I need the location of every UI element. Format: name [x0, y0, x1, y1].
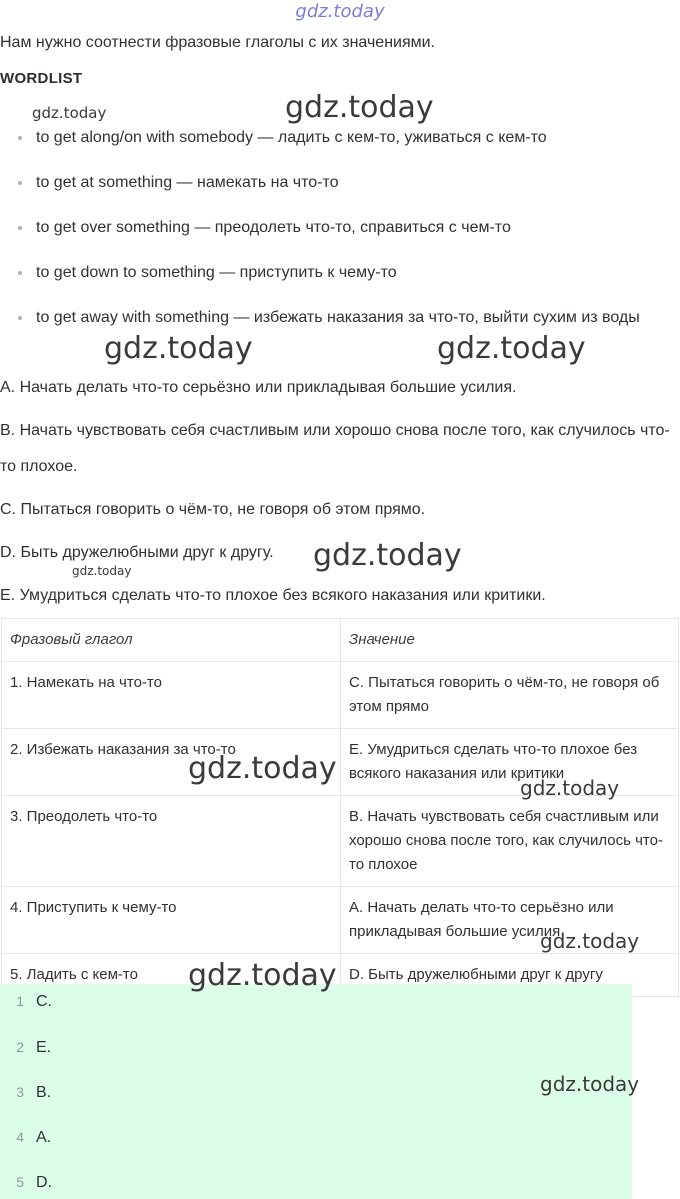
meanings-list — [0, 370, 680, 621]
table-cell: 2. Избежать наказания за что-то — [2, 729, 341, 796]
watermark: gdz.today — [540, 929, 640, 953]
line-number: 1 — [16, 993, 24, 1009]
answer-value: D. — [36, 1174, 52, 1191]
meaning-e: E. Умудриться сделать что-то плохое без всякого наказания или критики. — [0, 587, 546, 604]
watermark: gdz.today — [313, 538, 462, 573]
table-row — [2, 796, 679, 887]
wordlist-heading: WORDLIST — [0, 70, 83, 87]
watermark-top: gdz.today — [295, 1, 385, 22]
watermark: gdz.today — [540, 1072, 640, 1096]
table-cell: B. Начать чувствовать себя счастливым или хорошо снова после того, как случилось что-то плохое — [341, 796, 679, 887]
table-cell: A. Начать делать что-то серьёзно или прикладывая большие усилия — [341, 887, 679, 954]
line-number: 2 — [16, 1039, 24, 1055]
list-item: to get down to something — приступить к чему-то — [0, 255, 680, 291]
answer-row — [0, 1167, 52, 1197]
table-cell: 1. Намекать на что-то — [2, 662, 341, 729]
table-cell: E. Умудриться сделать что-то плохое без всякого наказания или критики — [341, 729, 679, 796]
answer-row — [0, 1122, 51, 1152]
answer-row — [0, 1032, 51, 1062]
table-header-row — [2, 619, 679, 662]
line-number: 5 — [16, 1174, 24, 1190]
list-item: to get over something — преодолеть что-то, справиться с чем-то — [0, 210, 680, 246]
answer-block — [0, 984, 632, 1199]
table-cell: 4. Приступить к чему-то — [2, 887, 341, 954]
watermark: gdz.today — [437, 331, 586, 366]
list-item: to get along/on with somebody — ладить с кем-то, уживаться с кем-то — [0, 120, 680, 156]
meaning-b: B. Начать чувствовать себя счастливым или хорошо снова после того, как случилось что-то плохое. — [0, 422, 670, 475]
table-cell: 3. Преодолеть что-то — [2, 796, 341, 887]
answer-row — [0, 986, 52, 1016]
watermark: gdz.today — [285, 90, 434, 125]
table-cell: C. Пытаться говорить о чём-то, не говоря об этом прямо — [341, 662, 679, 729]
table-row — [2, 662, 679, 729]
watermark: gdz.today — [72, 564, 132, 578]
watermark: gdz.today — [188, 958, 337, 993]
intro-text: Нам нужно соотнести фразовые глаголы с их значениями. — [0, 34, 436, 51]
column-header: Фразовый глагол — [2, 619, 341, 662]
meaning-d: D. Быть дружелюбными друг к другу. — [0, 544, 274, 561]
answer-value: A. — [36, 1129, 52, 1146]
wordlist — [0, 120, 680, 345]
list-item: to get at something — намекать на что-то — [0, 165, 680, 201]
watermark: gdz.today — [32, 104, 107, 122]
meaning-a: A. Начать делать что-то серьёзно или прикладывая большие усилия. — [0, 379, 517, 396]
watermark: gdz.today — [520, 776, 620, 800]
watermark: gdz.today — [188, 751, 337, 786]
answer-value: C. — [36, 993, 52, 1010]
table-cell: D. Быть дружелюбными друг к другу — [341, 954, 679, 997]
answer-row — [0, 1077, 51, 1107]
answer-value: B. — [36, 1084, 52, 1101]
answer-value: E. — [36, 1039, 52, 1056]
watermark: gdz.today — [104, 331, 253, 366]
table-cell: 5. Ладить с кем-то — [2, 954, 341, 997]
column-header: Значение — [341, 619, 679, 662]
meaning-c: C. Пытаться говорить о чём-то, не говоря об этом прямо. — [0, 501, 426, 518]
list-item: to get away with something — избежать наказания за что-то, выйти сухим из воды — [0, 300, 680, 336]
line-number: 4 — [16, 1129, 24, 1145]
line-number: 3 — [16, 1084, 24, 1100]
